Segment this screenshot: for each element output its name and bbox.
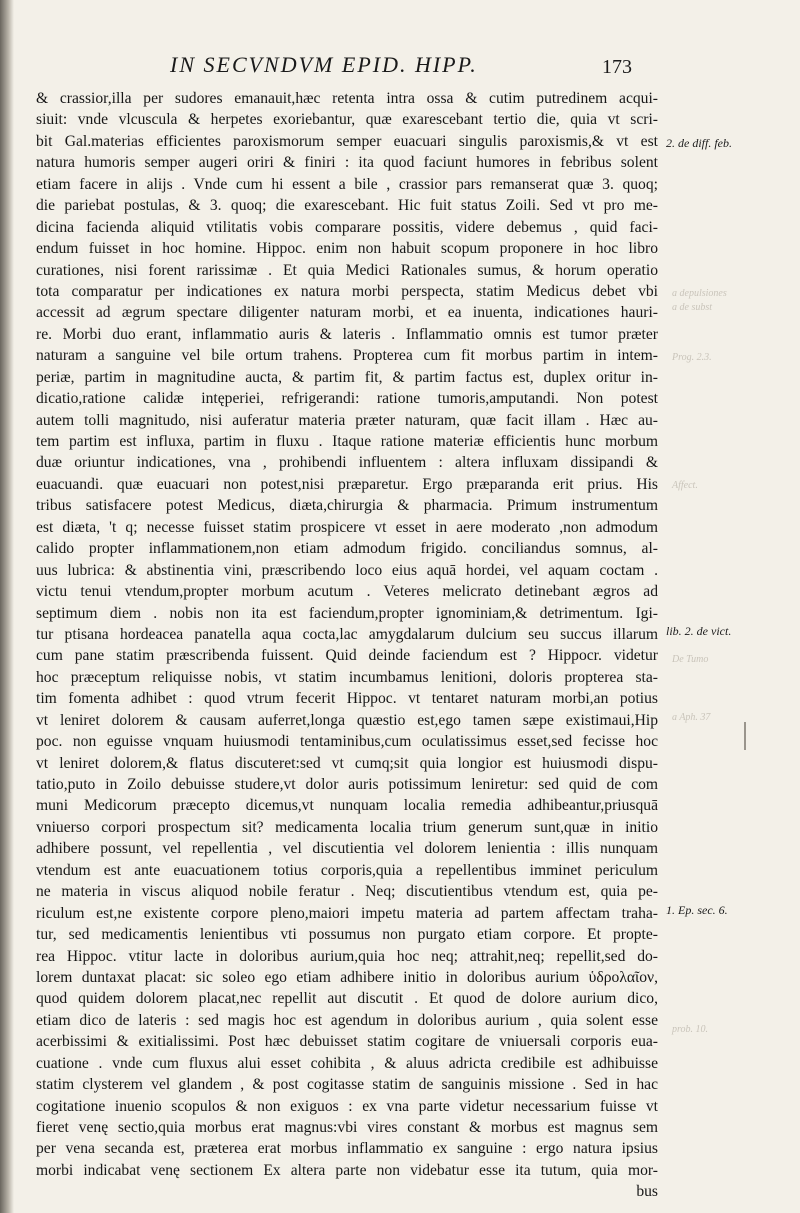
text-line: autem tolli magnitudo, nisi auferatur materia præter naturam, quæ facit illam . Hæc au- [36,411,658,429]
text-line: etiam dico de lateris : sed magis hoc est agendum in doloribus aurium , quia solent esse [36,1011,658,1029]
text-line: rea Hippoc. vtitur lacte in doloribus aurium,quia hoc neq; attrahit,neq; repellit,sed do- [36,947,658,965]
text-line: periæ, partim in magnitudine aucta, & partim fit, & partim factus est, duplex oritur in- [36,368,658,386]
text-line: endum fuisset in hoc homine. Hippoc. enim non habuit scopum proponere in hoc libro [36,240,658,258]
text-line: tem partim est influxa, partim in fluxu . Itaque ratione materiæ efficientis hunc morbum [36,433,658,450]
text-line: est diæta, 't q; necesse fuisset statim prospicere vt esset in aere moderato ,non admodum [36,518,658,536]
text-line: naturam a sanguine vel bile ortum trahens. Propterea cum fit morbus partim in intem- [36,347,658,365]
text-line: muni Medicorum præcepto dicemus,vt nunquam localia remedia adhibeantur,priusquā [36,797,658,815]
text-line: accessit ad ægrum spectare diligenter naturam morbi, et ea inuenta, indicationes hauri- [36,304,658,322]
bleed-through-note: Prog. 2.3. [672,352,712,363]
text-line: re. Morbi duo erant, inflammatio auris & lateris . Inflammatio omnis est tumor præter [36,325,658,343]
text-line: euacuandi. quæ euacuari non potest,nisi præparetur. Ergo præparanda erit prius. His [36,475,658,493]
bleed-through-note: a Aph. 37 [672,712,711,723]
text-line: dicina facienda aliquid vtilitatis vobis comparare possitis, videre debemus , quid faci- [36,218,658,236]
text-line: vt leniret dolorem,& flatus discuteret:sed vt cumq;sit quia longior est huiusmodi dispu- [36,754,658,772]
margin-note-de-diff-feb: 2. de diff. feb. [666,136,732,150]
text-line: calido propter inflammationem,non etiam admodum frigido. conciliandus somnus, al- [36,540,658,558]
running-head: IN SECVNDVM EPID. HIPP. [170,52,478,77]
bleed-through-note: prob. 10. [672,1024,709,1035]
text-line: poc. non eguisse vnquam huiusmodi tentaminibus,cum oculatissimus esset,sed fecisse hoc [36,733,658,751]
text-line: victu tenui vtendum,propter morbum acutum . Veteres melicrato detinebant ægros ad [36,583,658,601]
text-line: per vena secanda est, præterea erat morbus inflammatio ex sanguine : ergo natura ipsius [36,1140,658,1158]
text-line: riculum est,ne existente corpore pleno,maiori impetu materia ad partem affectam traha- [36,904,658,922]
text-line: tota comparatur per indicationes ex natura morbi perspecta, statim Medicus debet vbi [36,282,658,300]
page-gutter-shadow [0,0,14,1213]
text-line: dicatio,ratione calidæ intęperiei, refrigerandi: ratione tumoris,amputandi. Non potest [36,390,658,408]
page-number: 173 [602,56,632,78]
text-line: acerbissimi & exitialissimi. Post hæc debuisset statim cogitare de vniuersali corporis eua- [36,1033,658,1051]
text-line: ne materia in viscus aliquod nobile feratur . Neq; discutientibus vtendum est, quia pe- [36,883,658,901]
bleed-through-note: De Tumo [672,654,709,665]
text-line: curationes, nisi forent rarissimæ . Et quia Medici Rationales sumus, & horum operatio [36,261,658,279]
text-line: cuatione . vnde cum fluxus alui esset cohibita , & aluus adricta credibile est adhibuisse [36,1054,658,1072]
text-line: tur, sed medicamentis lenientibus vti possumus non purgato etiam corpore. Et propte- [36,926,658,944]
text-line: tribus satisfacere potest Medicus, diæta,chirurgia & pharmacia. Primum instrumentum [36,497,658,515]
text-line: vtendum est ante euacuationem totius corporis,quia a repellentibus imminet periculum [36,861,658,879]
bleed-through-note: a de subst [672,302,712,313]
text-line: duæ oriuntur indicationes, vna , prohibendi influentem : altera influxam dissipandi & [36,454,658,472]
text-line: die pariebat postulas, & 3. quoq; die exarescebant. Hic fuit status Zoili. Sed vt pro me- [36,197,658,215]
text-line: vniuerso corpori prospectum sit? medicamenta localia trium generum sunt,quæ in initio [36,818,658,836]
text-line: cum pane statim præscribenda fuissent. Quid deinde faciendum est ? Hippocr. videtur [36,647,658,665]
text-line: etiam facere in alijs . Vnde cum hi essent a bile , crassior pars remanserat quæ 3. quoq; [36,175,658,193]
text-line: uus lubrica: & abstinentia vini, præscribendo loco eius aquā hordei, vel aquam coctam . [36,561,658,579]
text-line: bit Gal.materias efficientes paroxismorum semper euacuari singulis paroxismis,& vt est [36,132,658,150]
text-line: tatio,puto in Zoilo debuisse studere,vt dolor auris potissimum leniretur: sed quid de com [36,776,658,793]
text-line: vt leniret dolorem & causam auferret,longa quæstio est,ego tamen sæpe existimaui,Hip [36,711,658,729]
bleed-through-note: Affect. [672,480,698,491]
text-line: tur ptisana hordeacea panatella aqua cocta,lac amygdalarum dulcium seu succus illarum [36,625,658,643]
text-line: cogitatione inuenio scopulos & non exiguos : ex vna parte videtur necessarium fuisse vt [36,1097,658,1115]
text-line: natura humoris semper augeri oriri & finiri : ita quod faciunt humores in febribus solent [36,154,658,172]
text-line: quod quidem dolorem placat,nec repellit aut discutit . Et quod de dolore aurium dico, [36,990,658,1008]
text-line: siuit: vnde vlcuscula & herpetes exoriebantur, quæ exarescebant tertio die, quia vt scri- [36,111,658,129]
body-text-block [36,88,658,1203]
text-line: tim fomenta adhibet : quod vtrum fecerit Hippoc. vt tentaret naturam morbi,an potius [36,690,658,708]
margin-rule [744,722,746,750]
text-line: septimum diem . nobis non ita est faciendum,propter ignominiam,& detrimentum. Igi- [36,604,658,622]
text-line: statim clysterem vel glandem , & post cogitasse statim de sanguinis missione . Sed in hac [36,1076,658,1094]
margin-note-ep-sec: 1. Ep. sec. 6. [666,903,728,917]
text-line: adhibere possunt, vel repellentia , vel discutientia vel dolorem lenientia : illis nunquam [36,840,658,858]
margin-note-de-vict: lib. 2. de vict. [666,624,732,638]
text-line: morbi indicabat venę sectionem Ex altera parte non videbatur esse ita tutum, quia mor- [36,1161,658,1179]
text-line: lorem duntaxat placat: sic soleo ego etiam adhibere initio in doloribus aurium ὑδρολαῖον, [36,968,658,986]
bleed-through-note: a depulsiones [672,288,727,299]
text-line: hoc præceptum reliquisse nobis, vt statim incumbamus lenitioni, doloris propterea sta- [36,668,658,686]
text-line: fieret venę sectio,quia morbus erat magnus:vbi vires constant & morbus est magnus sem [36,1119,658,1136]
text-line: & crassior,illa per sudores emanauit,hæc retenta intra ossa & cutim putredinem acqui- [36,90,658,107]
text-line: bus [636,1183,658,1201]
